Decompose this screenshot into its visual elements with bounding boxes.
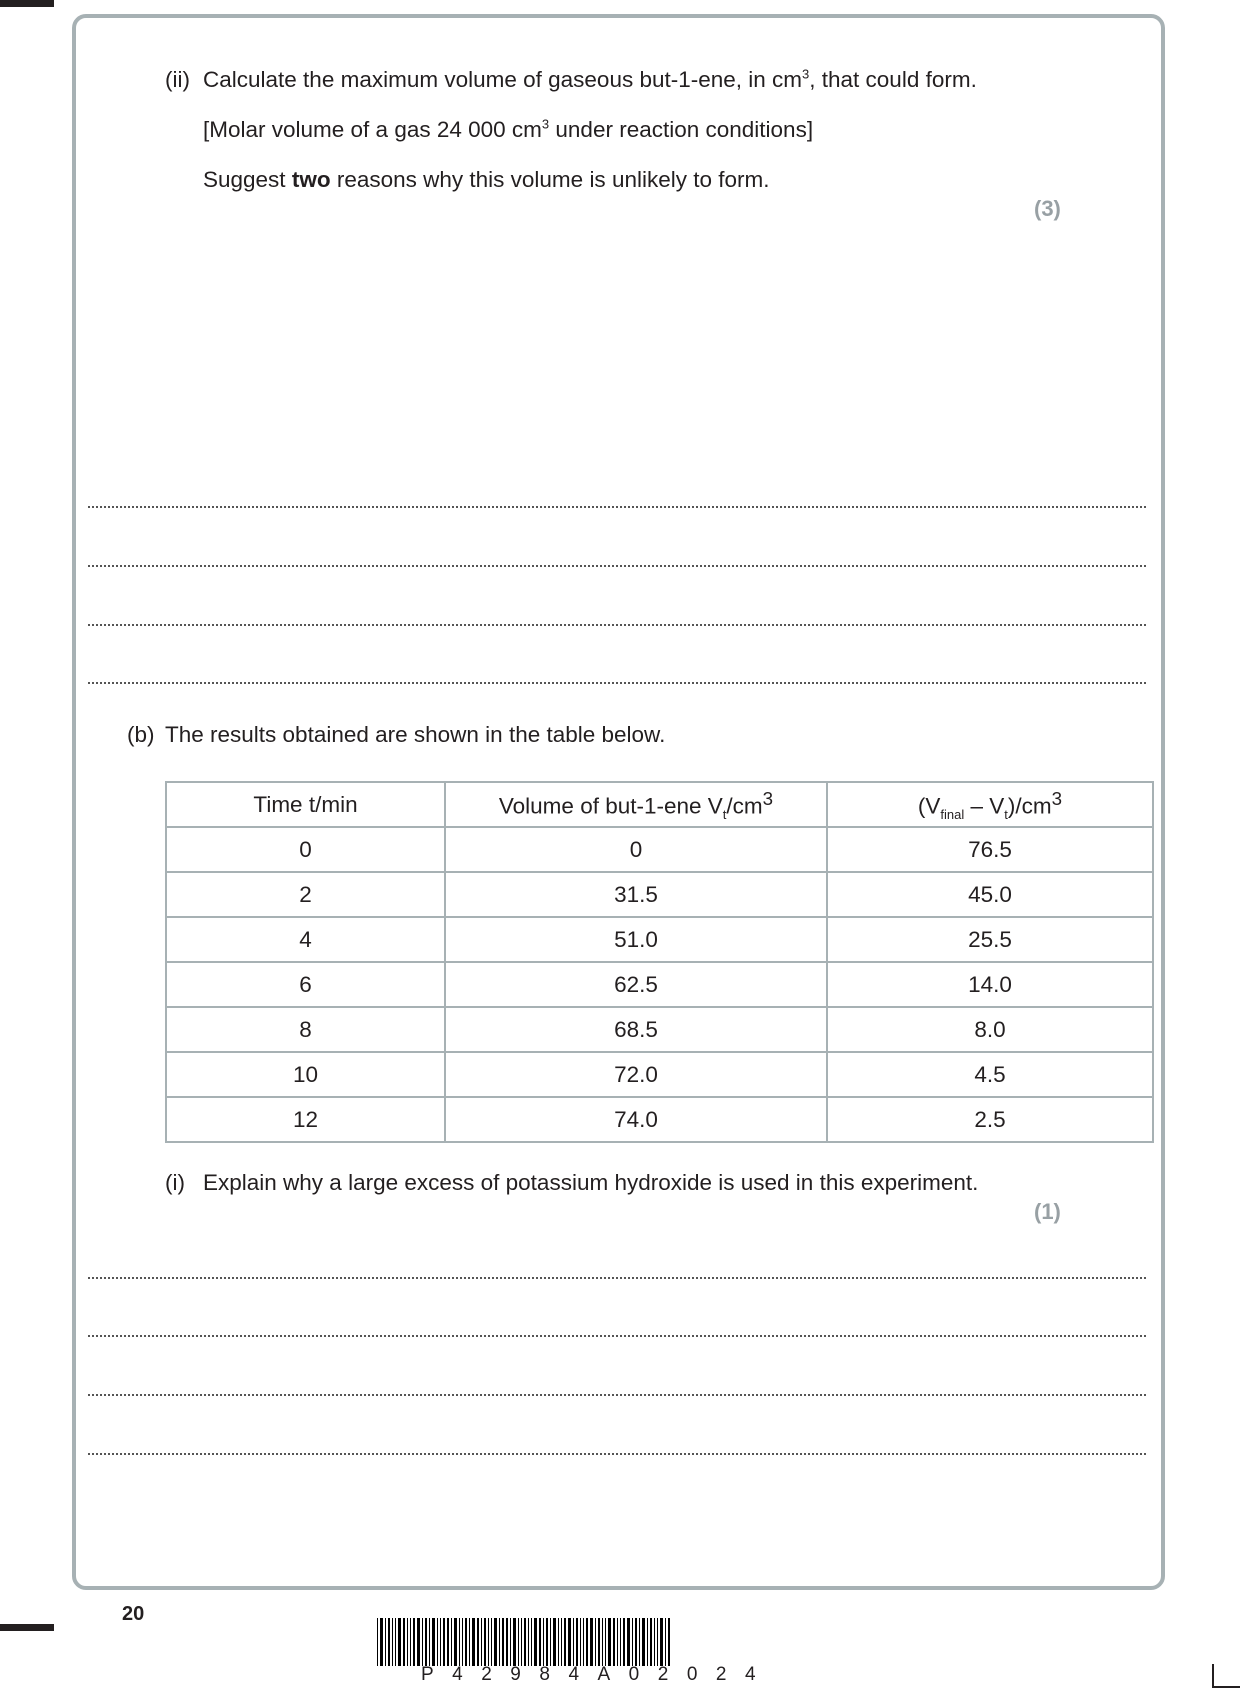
question-b-i-label: (i) (165, 1170, 185, 1195)
cell-time: 12 (166, 1097, 445, 1142)
question-b-intro: The results obtained are shown in the table below. (165, 722, 666, 747)
header-volume-difference: $(V_{final} - V_t)/cm^3$ (827, 782, 1153, 827)
answer-line-a-ii-4[interactable] (88, 682, 1146, 684)
header-volume: Volume of but-1-ene $V_t/cm^3$ (445, 782, 827, 827)
registration-mark-corner (1212, 1664, 1240, 1688)
question-a-ii-label: (ii) (165, 67, 190, 92)
answer-line-a-ii-2[interactable] (88, 565, 1146, 567)
cell-time: 4 (166, 917, 445, 962)
header-time: Time t/min (166, 782, 445, 827)
table-header-row (166, 782, 1153, 827)
barcode-bars (377, 1618, 861, 1666)
question-a-ii-line3: Suggest two reasons why this volume is unlikely to form. (203, 167, 770, 192)
answer-line-b-i-2[interactable] (88, 1335, 1146, 1337)
answer-line-b-i-4[interactable] (88, 1453, 1146, 1455)
answer-line-b-i-3[interactable] (88, 1394, 1146, 1396)
cell-difference: 4.5 (827, 1052, 1153, 1097)
cell-volume: 51.0 (445, 917, 827, 962)
cell-volume: 31.5 (445, 872, 827, 917)
cell-volume: 72.0 (445, 1052, 827, 1097)
cell-difference: 45.0 (827, 872, 1153, 917)
answer-line-a-ii-1[interactable] (88, 506, 1146, 508)
table-row (166, 1007, 1153, 1052)
registration-mark-top (0, 0, 54, 7)
results-table (165, 781, 1154, 1143)
cell-difference: 14.0 (827, 962, 1153, 1007)
cell-difference: 8.0 (827, 1007, 1153, 1052)
cell-time: 0 (166, 827, 445, 872)
answer-line-a-ii-3[interactable] (88, 624, 1146, 626)
cell-difference: 2.5 (827, 1097, 1153, 1142)
cell-difference: 25.5 (827, 917, 1153, 962)
cell-time: 6 (166, 962, 445, 1007)
cell-volume: 0 (445, 827, 827, 872)
table-row (166, 872, 1153, 917)
question-a-ii-line2: [Molar volume of a gas 24 000 $cm^3$ under reaction conditions] (203, 116, 814, 142)
table-row (166, 827, 1153, 872)
barcode-text: P42984A02024 (421, 1664, 775, 1685)
question-a-ii-line1: Calculate the maximum volume of gaseous but-1-ene, in $cm^3$, that could form. (203, 66, 977, 92)
cell-volume: 68.5 (445, 1007, 827, 1052)
answer-line-b-i-1[interactable] (88, 1277, 1146, 1279)
table-row (166, 1097, 1153, 1142)
question-b-label: (b) (127, 722, 155, 747)
cell-time: 8 (166, 1007, 445, 1052)
cell-difference: 76.5 (827, 827, 1153, 872)
page-number: 20 (122, 1603, 145, 1625)
marks-b-i: (1) (1034, 1199, 1061, 1224)
cell-time: 10 (166, 1052, 445, 1097)
question-b-i-text: Explain why a large excess of potassium hydroxide is used in this experiment. (203, 1170, 979, 1195)
cell-volume: 62.5 (445, 962, 827, 1007)
cell-time: 2 (166, 872, 445, 917)
cell-volume: 74.0 (445, 1097, 827, 1142)
table-row (166, 917, 1153, 962)
barcode (377, 1618, 861, 1690)
table-row (166, 962, 1153, 1007)
marks-a-ii: (3) (1034, 196, 1061, 221)
table-row (166, 1052, 1153, 1097)
registration-mark-bottom (0, 1624, 54, 1631)
